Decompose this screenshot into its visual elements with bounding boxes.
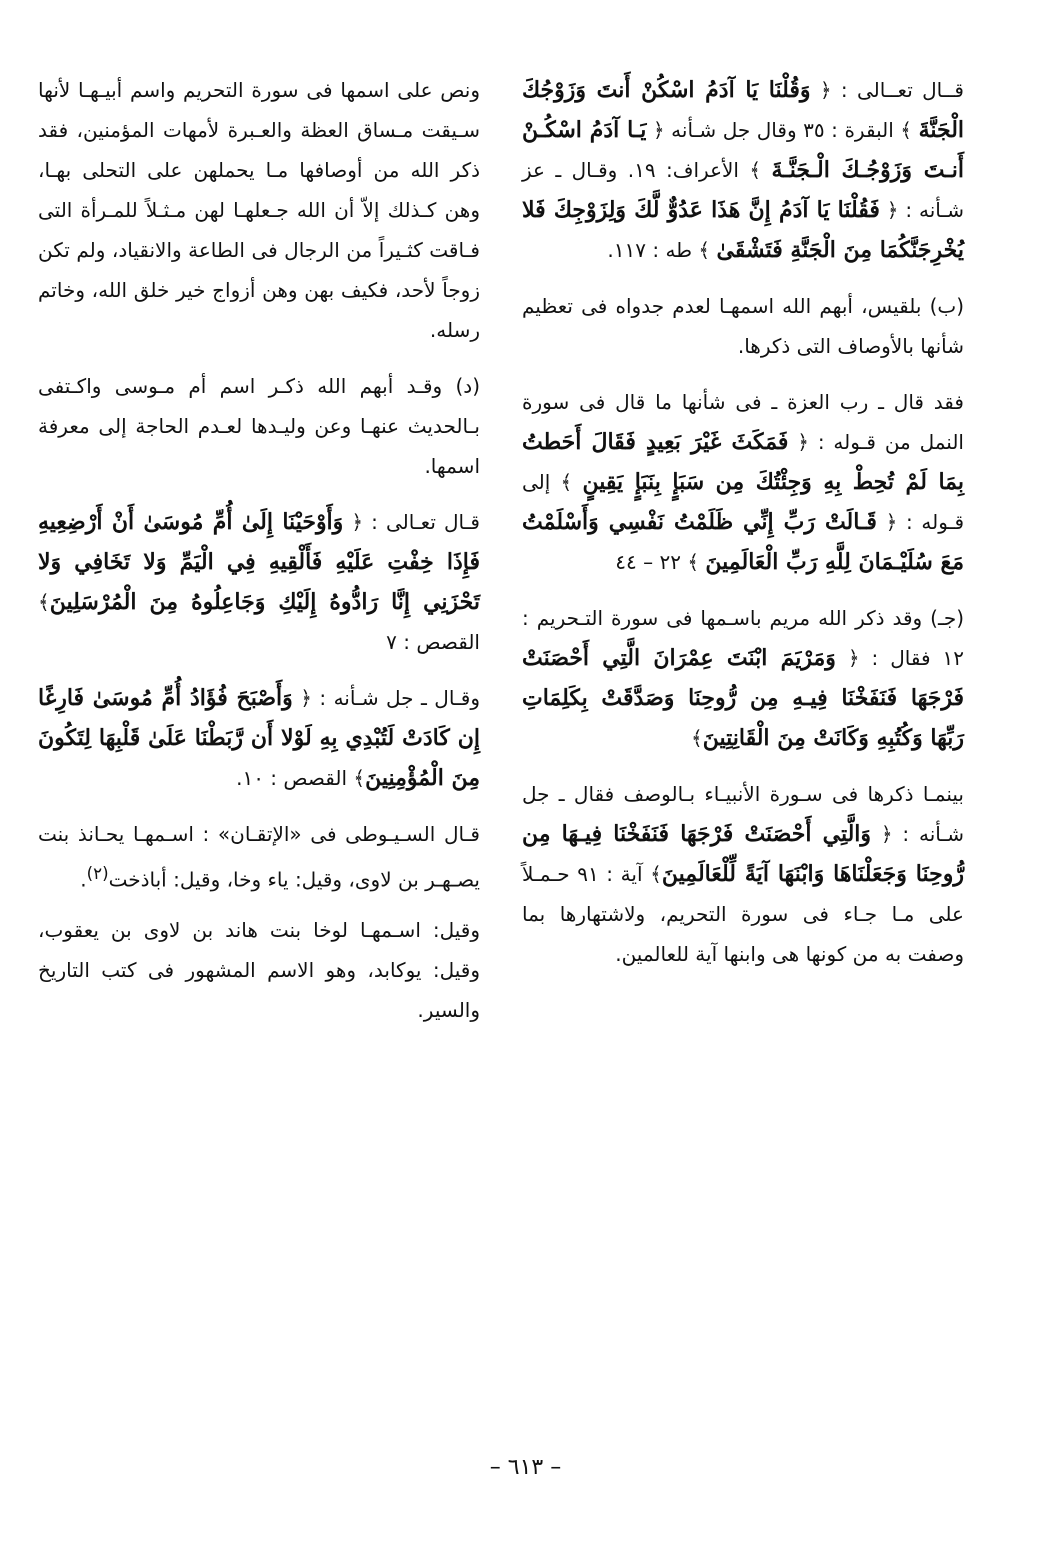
text: . xyxy=(80,867,87,892)
paragraph-maryam xyxy=(522,598,964,758)
paragraph-naml xyxy=(522,382,964,582)
quran-verse: وَمَرْيَمَ ابْنَتَ عِمْرَانَ الَّتِي أَحْصَنَتْ فَرْجَهَا فَنَفَخْنَا فِيـهِ مِن رُّوحِنَا وَصَدَّقَتْ بِكَلِمَاتِ رَبِّهَا وَكُتُبِهِ وَكَانَتْ مِنَ الْقَانِتِينَ xyxy=(522,645,964,751)
paragraph-adam xyxy=(522,70,964,270)
text: ﴾ القصص : ٧ xyxy=(38,590,480,654)
quran-verse: فَقُلْنَا يَا آدَمُ إِنَّ هَذَا عَدُوٌّ لَّكَ وَلِزَوْجِكَ فَلا يُخْرِجَنَّكُمَا مِنَ الْجَنَّةِ فَتَشْقَىٰ xyxy=(522,197,964,263)
paragraph-anbiya xyxy=(522,774,964,974)
quran-verse: فَمَكَثَ غَيْرَ بَعِيدٍ فَقَالَ أَحَطتُ بِمَا لَمْ تُحِطْ بِهِ وَجِئْتُكَ مِن سَبَإٍ بِنَبَإٍ يَقِينٍ xyxy=(522,429,964,495)
text: ﴾ ٢٢ – ٤٤ xyxy=(615,550,706,574)
right-column xyxy=(522,70,964,990)
left-column xyxy=(38,70,480,1046)
text: ﴾ القصص : ١٠. xyxy=(236,766,366,790)
quran-verse: يَـا آدَمُ اسْكُـنْ أَنـتَ وَزَوْجُـكَ الْـجَنَّـةَ xyxy=(522,117,964,183)
text: وقـال ـ جل شـأنه : ﴿ xyxy=(292,686,480,710)
quran-verse: وَأَوْحَيْنَا إِلَىٰ أُمِّ مُوسَىٰ أَنْ أَرْضِعِيهِ فَإِذَا خِفْتِ عَلَيْهِ فَأَلْقِيهِ فِي الْيَمِّ وَلا تَخَافِي وَلا تَحْزَنِي إِنَّا رَادُّوهُ إِلَيْكِ وَجَاعِلُوهُ مِنَ الْمُرْسَلِينَ xyxy=(38,509,480,615)
text: ﴾ البقرة : ٣٥ وقال جل شـأنه ﴿ xyxy=(646,118,919,142)
text: قـال تعـالى : ﴿ xyxy=(343,510,480,534)
text: بينمـا ذكرها فى سـورة الأنبيـاء بـالوصف فقال ـ جل شـأنه : ﴿ xyxy=(522,782,964,846)
paragraph-bilqis: (ب) بلقيس، أبهم الله اسمهـا لعدم جدواه فى تعظيم شأنها بالأوصاف التى ذكرها. xyxy=(522,294,964,358)
text: ﴾ xyxy=(691,726,703,750)
paragraph-suyuti xyxy=(38,814,480,900)
text: (جـ) وقد ذكر الله مريم باسـمها فى سورة التـحريم : ١٢ فقال : ﴿ xyxy=(522,606,964,670)
text: قــال تعــالى : ﴿ xyxy=(810,78,964,102)
page-number: – ٦١٣ – xyxy=(489,1455,562,1480)
paragraph-yukabid: وقيل: اسـمهـا لوخا بنت هاند بن لاوى بن يعقوب، وقيل: يوكابد، وهو الاسم المشهور فى كتب التاريخ والسير. xyxy=(38,917,480,1022)
text: ﴾ إلى قـوله : ﴿ xyxy=(522,470,964,534)
text: فقد قال ـ رب العزة ـ فى شأنها ما قال فى سورة النمل من قـوله : ﴿ xyxy=(522,390,964,454)
paragraph-qasas-10 xyxy=(38,678,480,798)
footnote-ref: (٢) xyxy=(86,864,109,883)
paragraph-tahrim: ونص على اسمها فى سورة التحريم واسم أبيـهـا لأنها سـيقت مـساق العظة والعـبرة لأمهات المؤمنين، فقد ذكر الله من أوصافها مـا يحملهن على التحلى بهـا، وهن كـذلك إلاّ أن الله جـعلهـا لهن مـثـلاً للمـرأة التى فـاقت كثـيراً من الرجال فى الطاعة والانقياد، ولم تكن زوجاً لأحد، فكيف بهن وهن أزواج خير خلق الله، وخاتم رسله. xyxy=(38,78,480,342)
text: ﴾ طه : ١١٧. xyxy=(607,238,717,262)
quran-verse: وَالَّتِي أَحْصَنَتْ فَرْجَهَا فَنَفَخْنَا فِيـهَا مِن رُّوحِنَا وَجَعَلْنَاهَا وَابْنَهَا آيَةً لِّلْعَالَمِينَ xyxy=(522,821,964,887)
text: ﴾ آية : ٩١ حـمـلاً على مـا جـاء فى سورة التحريم، ولاشتهارها بما وصفت به من كونها هى وابنها آية للعالمين. xyxy=(522,862,964,966)
paragraph-qasas-7 xyxy=(38,502,480,662)
paragraph-umm-musa: (د) وقـد أبهم الله ذكـر اسم أم مـوسى واكـتفى بـالحديث عنهـا وعن وليـدها لعـدم الحاجة إلى معرفة اسمها. xyxy=(38,374,480,478)
quran-verse: وَأَصْبَحَ فُؤَادُ أُمِّ مُوسَىٰ فَارِغًا إِن كَادَتْ لَتُبْدِي بِهِ لَوْلا أَن رَّبَطْنَا عَلَىٰ قَلْبِهَا لِتَكُونَ مِنَ الْمُؤْمِنِينَ xyxy=(38,685,480,791)
text: ﴾ الأعراف: ١٩. وقـال ـ عز شـأنه : ﴿ xyxy=(522,158,964,222)
quran-verse: قَـالَتْ رَبِّ إِنِّي ظَلَمْتُ نَفْسِي وَأَسْلَمْتُ مَعَ سُلَيْـمَانَ لِلَّهِ رَبِّ الْعَالَمِينَ xyxy=(522,509,964,575)
quran-verse: وَقُلْنَا يَا آدَمُ اسْكُنْ أَنتَ وَزَوْجُكَ الْجَنَّةَ xyxy=(522,77,965,143)
text: قـال السـيـوطى فى «الإتقـان» : اسـمهـا يحـانذ بنت يصـهـر بن لاوى، وقيل: ياء وخا، وقيل: أباذخت xyxy=(38,822,480,892)
